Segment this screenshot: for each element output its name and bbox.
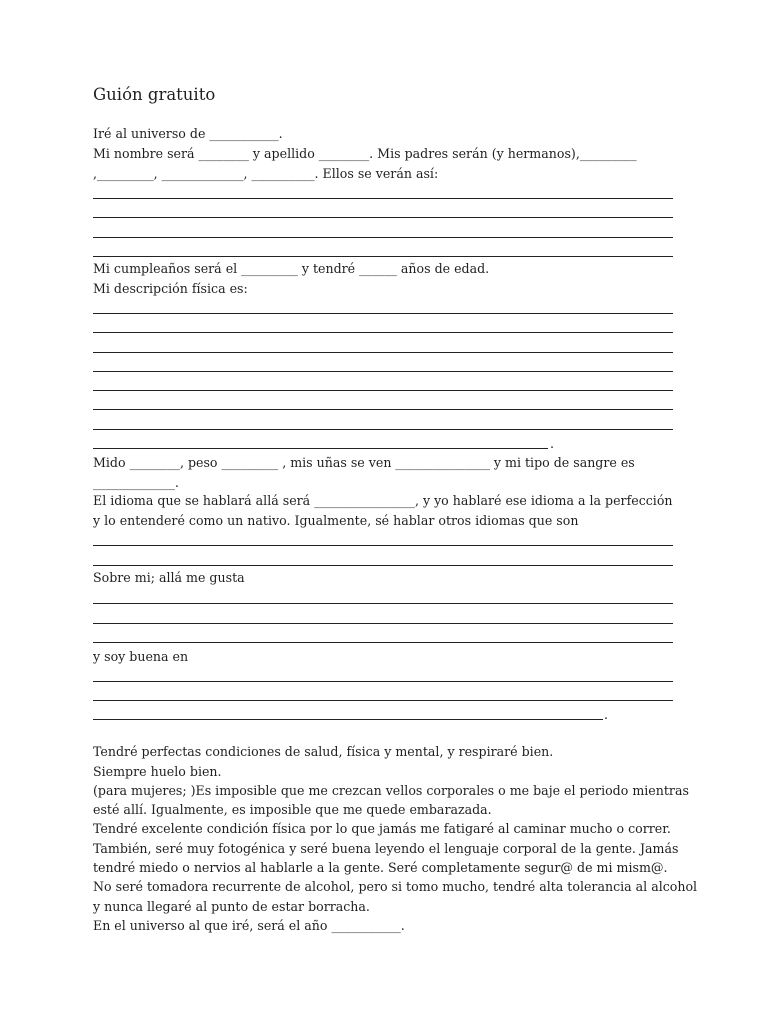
good-at-label: y soy buena en (93, 649, 189, 664)
birthday-line: Mi cumpleaños será el _________ y tendré ______ años de edad. (93, 261, 490, 276)
answer-line (93, 642, 673, 643)
paragraph-line: En el universo al que iré, será el año ___________. (93, 918, 405, 933)
paragraph-line: y nunca llegaré al punto de estar borracha. (93, 899, 370, 914)
answer-line (93, 429, 673, 430)
answer-line (93, 681, 673, 682)
blood-type-line: _____________. (93, 475, 179, 490)
answer-line (93, 352, 673, 353)
answer-line (93, 409, 673, 410)
physical-description-label: Mi descripción física es: (93, 281, 248, 296)
universe-line: Iré al universo de ___________. (93, 126, 283, 141)
paragraph-line: Tendré perfectas condiciones de salud, física y mental, y respiraré bien. (93, 744, 554, 759)
answer-line (93, 390, 673, 391)
paragraph-line: No seré tomadora recurrente de alcohol, pero si tomo mucho, tendré alta tolerancia al alcohol (93, 879, 698, 894)
answer-line (93, 565, 673, 566)
answer-line (93, 700, 673, 701)
document-title: Guión gratuito (93, 85, 216, 104)
paragraph-line: También, seré muy fotogénica y seré buena leyendo el lenguaje corporal de la gente. Jamás (93, 841, 679, 856)
language-line-1: El idioma que se hablará allá será ________________, y yo hablaré ese idioma a la perfección (93, 493, 673, 508)
answer-line (93, 256, 673, 257)
paragraph-line: esté allí. Igualmente, es imposible que me quede embarazada. (93, 802, 492, 817)
paragraph-line: Siempre huelo bien. (93, 764, 222, 779)
answer-line (93, 371, 673, 372)
family-line: ,_________, _____________, __________. Ellos se verán así: (93, 166, 439, 181)
physical-end-period: . (550, 436, 555, 451)
answer-line (93, 237, 673, 238)
answer-line (93, 332, 673, 333)
answer-line (93, 198, 673, 199)
good-at-end-period: . (604, 707, 609, 722)
paragraph-line: Tendré excelente condición física por lo que jamás me fatigaré al caminar mucho o correr. (93, 821, 671, 836)
answer-line (93, 623, 673, 624)
answer-line (93, 603, 673, 604)
answer-line (93, 719, 603, 720)
name-line: Mi nombre será ________ y apellido ________. Mis padres serán (y hermanos),_________ (93, 146, 637, 161)
paragraph-line: tendré miedo o nervios al hablarle a la gente. Seré completamente segur@ de mi mism@. (93, 860, 668, 875)
answer-line (93, 217, 673, 218)
language-line-2: y lo entenderé como un nativo. Igualmente, sé hablar otros idiomas que son (93, 513, 579, 528)
answer-line (93, 313, 673, 314)
answer-line (93, 545, 673, 546)
measures-line: Mido ________, peso _________ , mis uñas se ven _______________ y mi tipo de sangre es (93, 455, 635, 470)
likes-label: Sobre mi; allá me gusta (93, 570, 245, 585)
answer-line (93, 448, 548, 449)
paragraph-line: (para mujeres; )Es imposible que me crezcan vellos corporales o me baje el periodo mientras (93, 783, 689, 798)
